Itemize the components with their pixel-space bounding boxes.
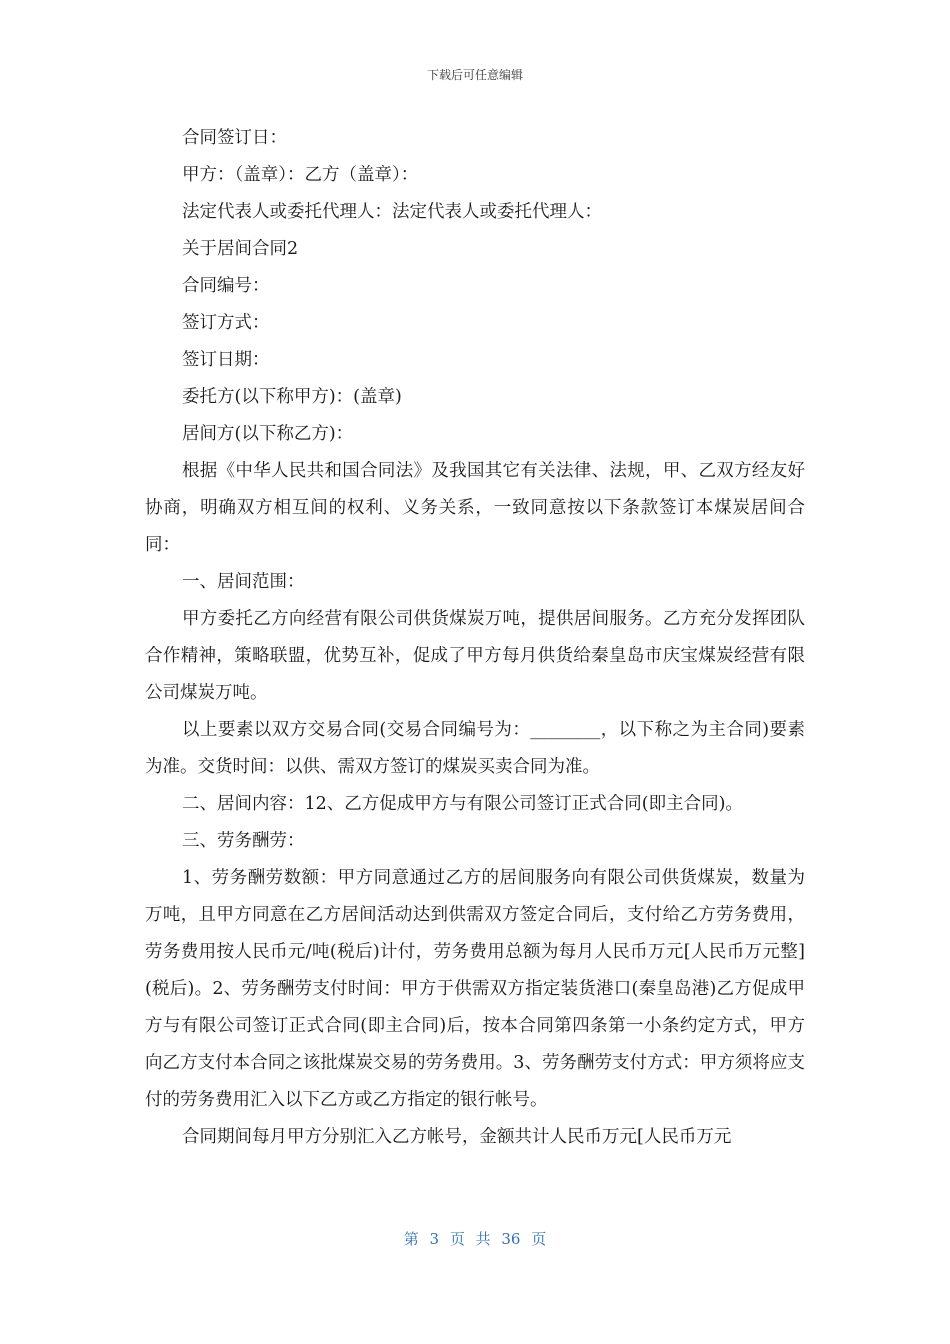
heading-scope: 一、居间范围：: [182, 572, 305, 592]
paragraph-contract-number: 合同编号：: [182, 276, 270, 296]
paragraph-principal: 委托方(以下称甲方)：(盖章): [182, 387, 402, 407]
paragraph-signing-method: 签订方式：: [182, 313, 270, 333]
paragraph-scope: 甲方委托乙方向经营有限公司供货煤炭万吨，提供居间服务。乙方充分发挥团队合作精神，策略联盟，优势互补，促成了甲方每月供货给秦皇岛市庆宝煤炭经营有限公司煤炭万吨。: [145, 609, 805, 703]
page-number: 第 3 页 共 36 页: [403, 1230, 547, 1248]
paragraph-signing-date: 合同签订日：: [182, 128, 287, 148]
document-body: [145, 120, 805, 1156]
paragraph-intermediary: 居间方(以下称乙方)：: [182, 424, 354, 444]
paragraph-representatives: 法定代表人或委托代理人：法定代表人或委托代理人：: [182, 202, 602, 222]
section-title: 关于居间合同2: [182, 239, 299, 259]
paragraph-remuneration: 1、劳务酬劳数额：甲方同意通过乙方的居间服务向有限公司供货煤炭，数量为万吨，且甲方同意在乙方居间活动达到供需双方签定合同后，支付给乙方劳务费用，劳务费用按人民币元/吨(税后)计付，劳务费用总额为每月人民币万元[人民币万元整](税后)。2、劳务酬劳支付时间：甲方于供需双方指定装货港口(秦皇岛港)乙方促成甲方与有限公司签订正式合同(即主合同)后，按本合同第四条第一小条约定方式，甲方向乙方支付本合同之该批煤炭交易的劳务费用。3、劳务酬劳支付方式：甲方须将应支付的劳务费用汇入以下乙方或乙方指定的银行帐号。: [145, 868, 805, 1110]
paragraph-elements: 以上要素以双方交易合同(交易合同编号为：________，以下称之为主合同)要素为准。交货时间：以供、需双方签订的煤炭买卖合同为准。: [145, 720, 805, 777]
paragraph-preamble: 根据《中华人民共和国合同法》及我国其它有关法律、法规，甲、乙双方经友好协商，明确双方相互间的权利、义务关系，一致同意按以下条款签订本煤炭居间合同：: [145, 461, 805, 555]
paragraph-parties-seal: 甲方：（盖章）：乙方（盖章）：: [182, 165, 419, 185]
header-note: 下载后可任意编辑: [426, 68, 523, 82]
heading-remuneration: 三、劳务酬劳：: [182, 831, 305, 851]
paragraph-signing-day: 签订日期：: [182, 350, 270, 370]
paragraph-payment-period: 合同期间每月甲方分别汇入乙方帐号，金额共计人民币万元[人民币万元: [182, 1127, 732, 1147]
paragraph-content: 二、居间内容：12、乙方促成甲方与有限公司签订正式合同(即主合同)。: [182, 794, 743, 814]
